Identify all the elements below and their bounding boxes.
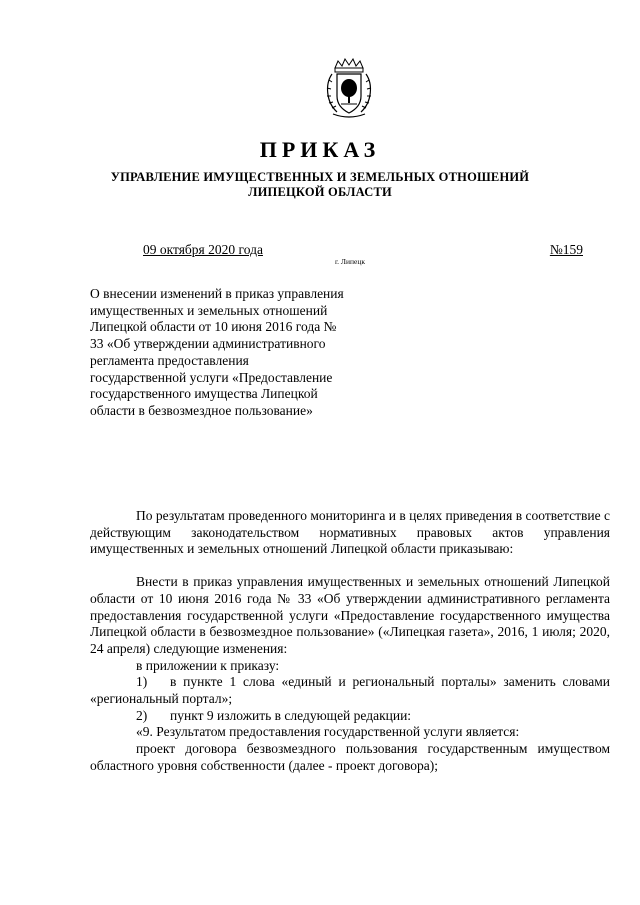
list-item-2-text: пункт 9 изложить в следующей редакции: bbox=[170, 707, 412, 723]
order-date: 09 октября 2020 года bbox=[143, 242, 263, 257]
order-body bbox=[90, 508, 610, 775]
order-number: №159 bbox=[549, 242, 583, 257]
body-paragraph-1: По результатам проведенного мониторинга и в целях приведения в соответствие с действующим законодательством нормативных правовых актов управления имущественных и земельных отношений Липецкой области приказываю: bbox=[90, 508, 610, 557]
order-city: г. Липецк bbox=[334, 257, 366, 266]
body-paragraph-5: проект договора безвозмездного пользования государственным имуществом областного уровня собственности (далее - проект договора); bbox=[90, 741, 610, 773]
list-item-1-text: в пункте 1 слова «единый и региональный порталы» заменить словами «региональный портал»; bbox=[90, 674, 610, 707]
organization-name-line2: ЛИПЕЦКОЙ ОБЛАСТИ bbox=[248, 185, 392, 199]
organization-name-line1: УПРАВЛЕНИЕ ИМУЩЕСТВЕННЫХ И ЗЕМЕЛЬНЫХ ОТНОШЕНИЙ bbox=[110, 170, 530, 184]
order-subject: О внесении изменений в приказ управления имущественных и земельных отношений Липецкой области от 10 июня 2016 года № 33 «Об утверждении административного регламента предоставления государственной услуги «Предоставление государственного имущества Липецкой области в безвозмездное пользование» bbox=[90, 286, 344, 418]
document-title: ПРИКАЗ bbox=[259, 137, 381, 162]
list-item-1-number: 1) bbox=[136, 674, 148, 690]
organization-name bbox=[90, 170, 550, 200]
lipetsk-coat-of-arms-icon bbox=[323, 58, 375, 120]
list-item-2-number: 2) bbox=[136, 707, 148, 723]
body-paragraph-3: в приложении к приказу: bbox=[136, 657, 280, 673]
body-paragraph-4: «9. Результатом предоставления государственной услуги является: bbox=[136, 724, 520, 740]
list-item-1 bbox=[90, 674, 610, 707]
body-paragraph-2: Внести в приказ управления имущественных и земельных отношений Липецкой области от 10 июня 2016 года № 33 «Об утверждении административного регламента предоставления государственной услуги «Предоставление государственного имущества Липецкой области в безвозмездное пользование» («Липецкая газета», 2016, 1 июля; 2020, 24 апреля) следующие изменения: bbox=[90, 574, 610, 656]
list-item-2 bbox=[90, 708, 610, 725]
